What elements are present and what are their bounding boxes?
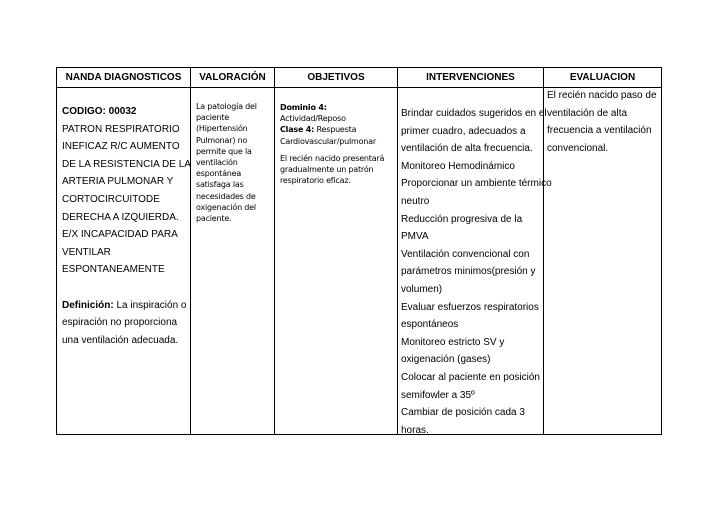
evaluation-line: convencional. xyxy=(547,142,609,154)
diagnosis-line: CORTOCIRCUITODE xyxy=(62,193,160,205)
diagnosis-line: DE LA RESISTENCIA DE LA xyxy=(62,158,191,170)
intervention-line: primer cuadro, adecuados a xyxy=(401,125,526,137)
intervention-line: Proporcionar un ambiente térmico xyxy=(401,178,552,190)
header-evaluacion: EVALUACION xyxy=(569,72,636,83)
dominio-label: Dominio 4: xyxy=(280,103,327,112)
intervention-line: neutro xyxy=(401,195,430,207)
care-plan-table xyxy=(56,67,662,435)
diagnosis-code: CODIGO: 00032 xyxy=(62,106,137,117)
valoracion-line: permite que la xyxy=(196,146,252,156)
cell-evaluacion xyxy=(547,87,662,434)
diagnosis-line: PATRON RESPIRATORIO xyxy=(62,123,180,135)
valoracion-line: Pulmonar) no xyxy=(196,135,248,145)
column-divider xyxy=(190,68,191,434)
header-valoracion: VALORACIÓN xyxy=(199,72,266,83)
clase-label: Clase 4: xyxy=(280,125,315,135)
clase-value: Respuesta xyxy=(314,125,357,135)
header-intervenciones: INTERVENCIONES xyxy=(426,72,515,83)
definition-line xyxy=(62,297,188,315)
diagnosis-line: DERECHA A IZQUIERDA. xyxy=(62,211,179,223)
definition-label: Definición: xyxy=(62,299,114,311)
intervention-line: horas. xyxy=(401,424,429,436)
diagnosis-line: ARTERIA PULMONAR Y xyxy=(62,176,174,188)
valoracion-line: paciente. xyxy=(196,214,232,224)
diagnosis-line: VENTILAR xyxy=(62,246,111,258)
dominio-value: Actividad/Reposo xyxy=(280,114,346,124)
cell-valoracion xyxy=(196,88,274,434)
diagnosis-line: ESPONTANEAMENTE xyxy=(62,264,165,276)
valoracion-line: satisfaga las xyxy=(196,180,244,190)
intervention-line: PMVA xyxy=(401,231,429,243)
evaluation-line: El recién nacido paso de xyxy=(547,90,657,101)
clase-line xyxy=(280,124,396,135)
evaluation-line: frecuencia a ventilación xyxy=(547,125,652,137)
definition-text: La inspiración o xyxy=(113,299,187,311)
blank-line xyxy=(62,279,188,297)
cell-intervenciones xyxy=(401,88,552,436)
intervention-line: semifowler a 35º xyxy=(401,389,475,401)
column-divider xyxy=(397,68,398,434)
definition-line: espiración no proporciona xyxy=(62,317,178,329)
evaluation-line: ventilación de alta xyxy=(547,107,628,119)
cell-objetivos xyxy=(280,88,396,434)
valoracion-line: oxigenación del xyxy=(196,202,256,212)
goal-line: respiratorio eficaz. xyxy=(280,176,351,186)
diagnosis-line: E/X INCAPACIDAD PARA xyxy=(62,229,178,241)
goal-line: El recién nacido presentará xyxy=(280,153,385,163)
intervention-line: volumen) xyxy=(401,283,443,295)
header-nanda-diagnosticos: NANDA DIAGNOSTICOS xyxy=(65,72,182,83)
intervention-line: Reducción progresiva de la xyxy=(401,213,523,225)
intervention-line: ventilación de alta frecuencia. xyxy=(401,143,533,155)
cell-diagnosticos xyxy=(62,88,191,434)
intervention-line: oxigenación (gases) xyxy=(401,354,491,366)
intervention-line: Brindar cuidados sugeridos en el xyxy=(401,108,547,119)
intervention-line: espontáneos xyxy=(401,319,459,331)
valoracion-line: necesidades de xyxy=(196,191,256,201)
intervention-line: Ventilación convencional con xyxy=(401,248,530,260)
intervention-line: Monitoreo estricto SV y xyxy=(401,336,505,348)
column-divider xyxy=(543,68,544,434)
intervention-line: parámetros minimos(presión y xyxy=(401,266,536,278)
intervention-line: Colocar al paciente en posición xyxy=(401,371,540,383)
valoracion-line: espontánea xyxy=(196,169,242,179)
column-divider xyxy=(274,68,275,434)
valoracion-line: La patología del xyxy=(196,102,257,111)
valoracion-line: (Hipertensión xyxy=(196,124,248,134)
valoracion-line: paciente xyxy=(196,113,230,123)
goal-line: gradualmente un patrón xyxy=(280,165,374,175)
intervention-line: Monitoreo Hemodinámico xyxy=(401,160,515,172)
intervention-line: Evaluar esfuerzos respiratorios xyxy=(401,301,539,313)
diagnosis-line: INEFICAZ R/C AUMENTO xyxy=(62,141,180,153)
clase-rest: Cardiovascular/pulmonar xyxy=(280,136,376,146)
definition-line: una ventilación adecuada. xyxy=(62,334,179,346)
intervention-line: Cambiar de posición cada 3 xyxy=(401,407,525,419)
header-objetivos: OBJETIVOS xyxy=(307,72,365,83)
valoracion-line: ventilación xyxy=(196,158,238,168)
